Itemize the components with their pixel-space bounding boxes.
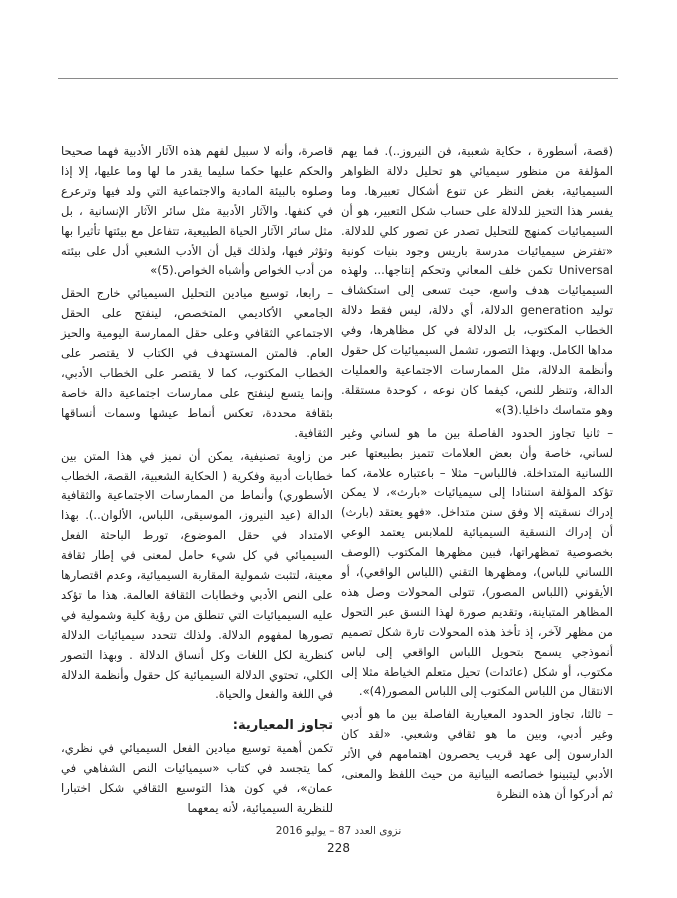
header-rule: [58, 78, 618, 79]
paragraph: – ثالثا، تجاوز الحدود المعيارية الفاصلة بين ما هو أدبي وغير أدبي، وبين ما هو ثقافي وشعبي. «لقد كان الدارسون إلى عهد قريب يحصرون اهتمامهم في الأثر الأدبي ليتبينوا خصائصه البيانية من حيث اللفظ والمعنى، ثم أدركوا أن هذه النظرة: [341, 707, 613, 801]
paragraph: (قصة، أسطورة ، حكاية شعبية، فن النيروز..). فما يهم المؤلفة من منظور سيميائي هو تحليل دلالة الظواهر السيميائية، بغض النظر عن تنوع أشكال تعبيرها. وما يفسر هذا التحيز للدلالة على حساب شكل التعبير، هو أن السيميائيات كمنهج للتحليل تصدر عن تصور كلي للدلالة. «تفترض سيميائيات مدرسة باريس وجود بنيات كونية Universal تكمن خلف المعاني وتحكم إنتاجها... ولهذه السيميائيات هدف واسع، حيث تسعى إلى استكشاف توليد generation الدلالة، أي دلالة، ليس فقط دلالة الخطاب المكتوب، بل الدلالة في كل مظاهرها، وفي مداها الكامل. وبهذا التصور، تشمل السيميائيات كل حقول وأنظمة الدلالة، مثل الممارسات الاجتماعية والعمليات الدالة، وتنظر للنص، كيفما كان نوعه ، كوحدة مستقلة. وهو متماسك داخليا.(3)»: [341, 144, 613, 417]
paragraph: من زاوية تصنيفية، يمكن أن نميز في هذا المتن بين خطابات أدبية وفكرية ( الحكاية الشعبية، القصة، الخطاب الأسطوري) وأنماط من الممارسات الاجتماعية والثقافية الدالة (عيد النيروز، الموسيقى، اللباس، الألوان..). بهذا الامتداد في حقل الموضوع، تورط الباحثة الفعل السيميائي في كل شيء حامل لمعنى في إطار ثقافة معينة، لتثبت شمولية المقاربة السيميائية، وعدم اقتصارها على النص الأدبي وخطابات الثقافة العالمة. هذا ما تؤكد عليه السيميائيات التي تنطلق من رؤية كلية وشمولية في تصورها لمفهوم الدلالة. ولذلك تتحدد سيميائيات الدلالة كنظرية لكل اللغات وكل أنساق الدلالة . وبهذا التصور الكلي، تحتوي الدلالة السيميائية كل حقول وأنظمة الدلالة في اللغة والفعل والحياة.: [61, 448, 333, 702]
paragraph: – ثانيا تجاوز الحدود الفاصلة بين ما هو لساني وغير لساني، خاصة وأن بعض العلامات تتميز بطبيعتها عبر اللسانية المتداخلة. فاللباس– مثلا – باعتباره علامة، كما تؤكد المؤلفة استنادا إلى سيميائيات «بارث»، لا يمكن إدراك نسقيته إلا وفق سنن متداخل. «فهو يعتقد (بارث) أن إدراك النسقية السيميائية للملابس يعتمد الوعي بخصوصية تمظهراتها، فبين مظهرها المكتوب (الوصف اللساني للباس)، ومظهرها التقني (اللباس الواقعي)، أو الأيقوني (اللباس المصور)، تتولى المحولات وصل هذه المظاهر المتباينة، وتقديم صورة لهذا النسق عبر التحول من مظهر لآخر، إذ تأخذ هذه المحولات تارة شكل تصميم أنموذجي يسمح بتحويل اللباس الواقعي إلى لباس مكتوب، أو شكل (عائدات) تحيل متعلم الخياطة مثلا إلى الانتقال من اللباس المكتوب إلى اللباس المصور(4)».: [341, 425, 613, 699]
page-number: 228: [327, 841, 350, 855]
right-column: [341, 142, 613, 805]
section-heading: تجاوز المعيارية:: [232, 718, 333, 734]
paragraph: – رابعا، توسيع ميادين التحليل السيميائي خارج الحقل الجامعي الأكاديمي المتخصص، لينفتح على الحقل الاجتماعي الثقافي وعلى حقل الممارسة اليومية والحيز العام. فالمتن المستهدف في الكتاب لا يقتصر على الخطاب المكتوب، كما لا يقتصر على الخطاب الأدبي، وإنما يتسع لينفتح على ممارسات اجتماعية دالة خاصة بثقافة محددة، تعكس أنماط عيشها وسمات أنساقها الثقافية.: [61, 286, 333, 440]
paragraph: تكمن أهمية توسيع ميادين الفعل السيميائي في نظري، كما يتجسد في كتاب «سيميائيات النص الشفاهي في عمان»، في كون هذا التوسيع الثقافي شكل اختبارا للنظرية السيميائية، لأنه يمعهما: [61, 741, 333, 816]
left-column: [61, 142, 333, 819]
footer-issue-line: نزوى العدد 87 – يوليو 2016: [275, 825, 402, 837]
paragraph: قاصرة، وأنه لا سبيل لفهم هذه الآثار الأدبية فهما صحيحا والحكم عليها حكما سليما يقدر ما لها وما عليها، إلا إذا وصلوه بالبيئة المادية والاجتماعية التي ولد فيها وترعرع في كنفها. والآثار الأدبية مثل سائر الآثار الإنسانية ، بل مثل سائر الآثار الحياة الطبيعية، تتفاعل مع بيئتها تأثيرا بها وتؤثر فيها، ولذلك قيل أن الأدب الشعبي أدل على بيئته من أدب الخواص وأشباه الخواص.(5)»: [61, 144, 333, 278]
